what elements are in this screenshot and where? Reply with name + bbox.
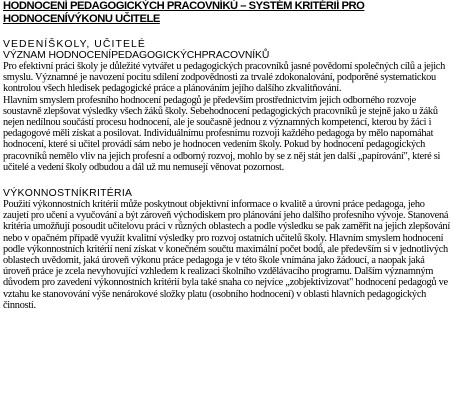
document-title-line-1: HODNOCENÍ PEDAGOGICKÝCH PRACOVNÍKŮ – SYSTÉM KRITÉRIÍ PRO bbox=[3, 0, 365, 12]
paragraph-1: Pro efektivní práci školy je důležité vytvářet u pedagogických pracovníků jasné povědomí společných cílů a jejich smyslu. Významné je navození pocitu sdílení zodpovědnosti za trvalé zdokonalování, podporěné systematickou kontrolou všech hledisek pedagogické práce a plánováním jejího dalšího zkvalitňování. bbox=[3, 61, 446, 95]
document-page bbox=[3, 0, 451, 311]
document-title-line-2: HODNOCENÍVÝKONU UČITELE bbox=[3, 12, 160, 25]
section-heading-vedeni: VEDENÍŠKOLY, UČITELÉ bbox=[3, 39, 146, 50]
paragraph-3: Použití výkonnostních kritérií může poskytnout objektivní informace o kvalitě a úrovni práce pedagoga, jeho zaujetí pro učení a vyučování a být zároveň východiskem pro plánování jeho dalšího profesního vývoje. Stanovená kritéria umožňují posoudit učitelovu práci v různých oblastech a podle výsledku se pak zaměřit na jejich zlepšování nebo v opačném případě využít kvalitní výsledky pro rozvoj ostatních učitelů školy. Hlavním smyslem hodnocení podle výkonnostních kritérií není získat v konečném součtu maximální počet bodů, ale především si v jednotlivých oblastech uvědomit, jaká úroveň výkonu práce pedagoga je v této škole vnímána jako žádoucí, a naopak jaká úroveň práce je zcela nevyhovující vzhledem k realizaci školního vzdělávacího programu. Dalším významným důvodem pro zavedení výkonnostních kritérií byla také snaha co nejvíce „zobjektivizovat" hodnocení pedagogů ve vztahu ke stanovování výše nenárokové složky platu (osobního hodnocení) v oblasti hlavních pedagogických činností. bbox=[3, 199, 450, 311]
section-heading-kriteria: VÝKONNOSTNÍKRITÉRIA bbox=[3, 188, 133, 200]
paragraph-2: Hlavním smyslem profesního hodnocení pedagogů je především prostřednictvím jejich odborného rozvoje soustavně zlepšovat výsledky všech žáků školy. Sebehodnocení pedagogických pracovníků je stejně jako u žáků nejen nedílnou součástí procesu hodnocení, ale je současně jednou z významných kompetencí, kterou by žáci i pedagogové měli získat a posilovat. Individuálnímu profesnímu rozvoji každého pedagoga by mělo napomáhat hodnocení, které si učitel provádí sám nebo je hodnocen vedením školy. Pokud by hodnocení pedagogických pracovníků nemělo vliv na jejich profesní a odborný rozvoj, mohlo by se z něj stát jen další „papírování", které si učitelé a vedení školy odbudou a dál už mu nemusejí věnovat pozornost. bbox=[3, 94, 441, 173]
subheading-vyznam: VÝZNAM HODNOCENÍPEDAGOGICKÝCHPRACOVNÍKŮ bbox=[3, 50, 270, 61]
document-title bbox=[3, 0, 451, 25]
